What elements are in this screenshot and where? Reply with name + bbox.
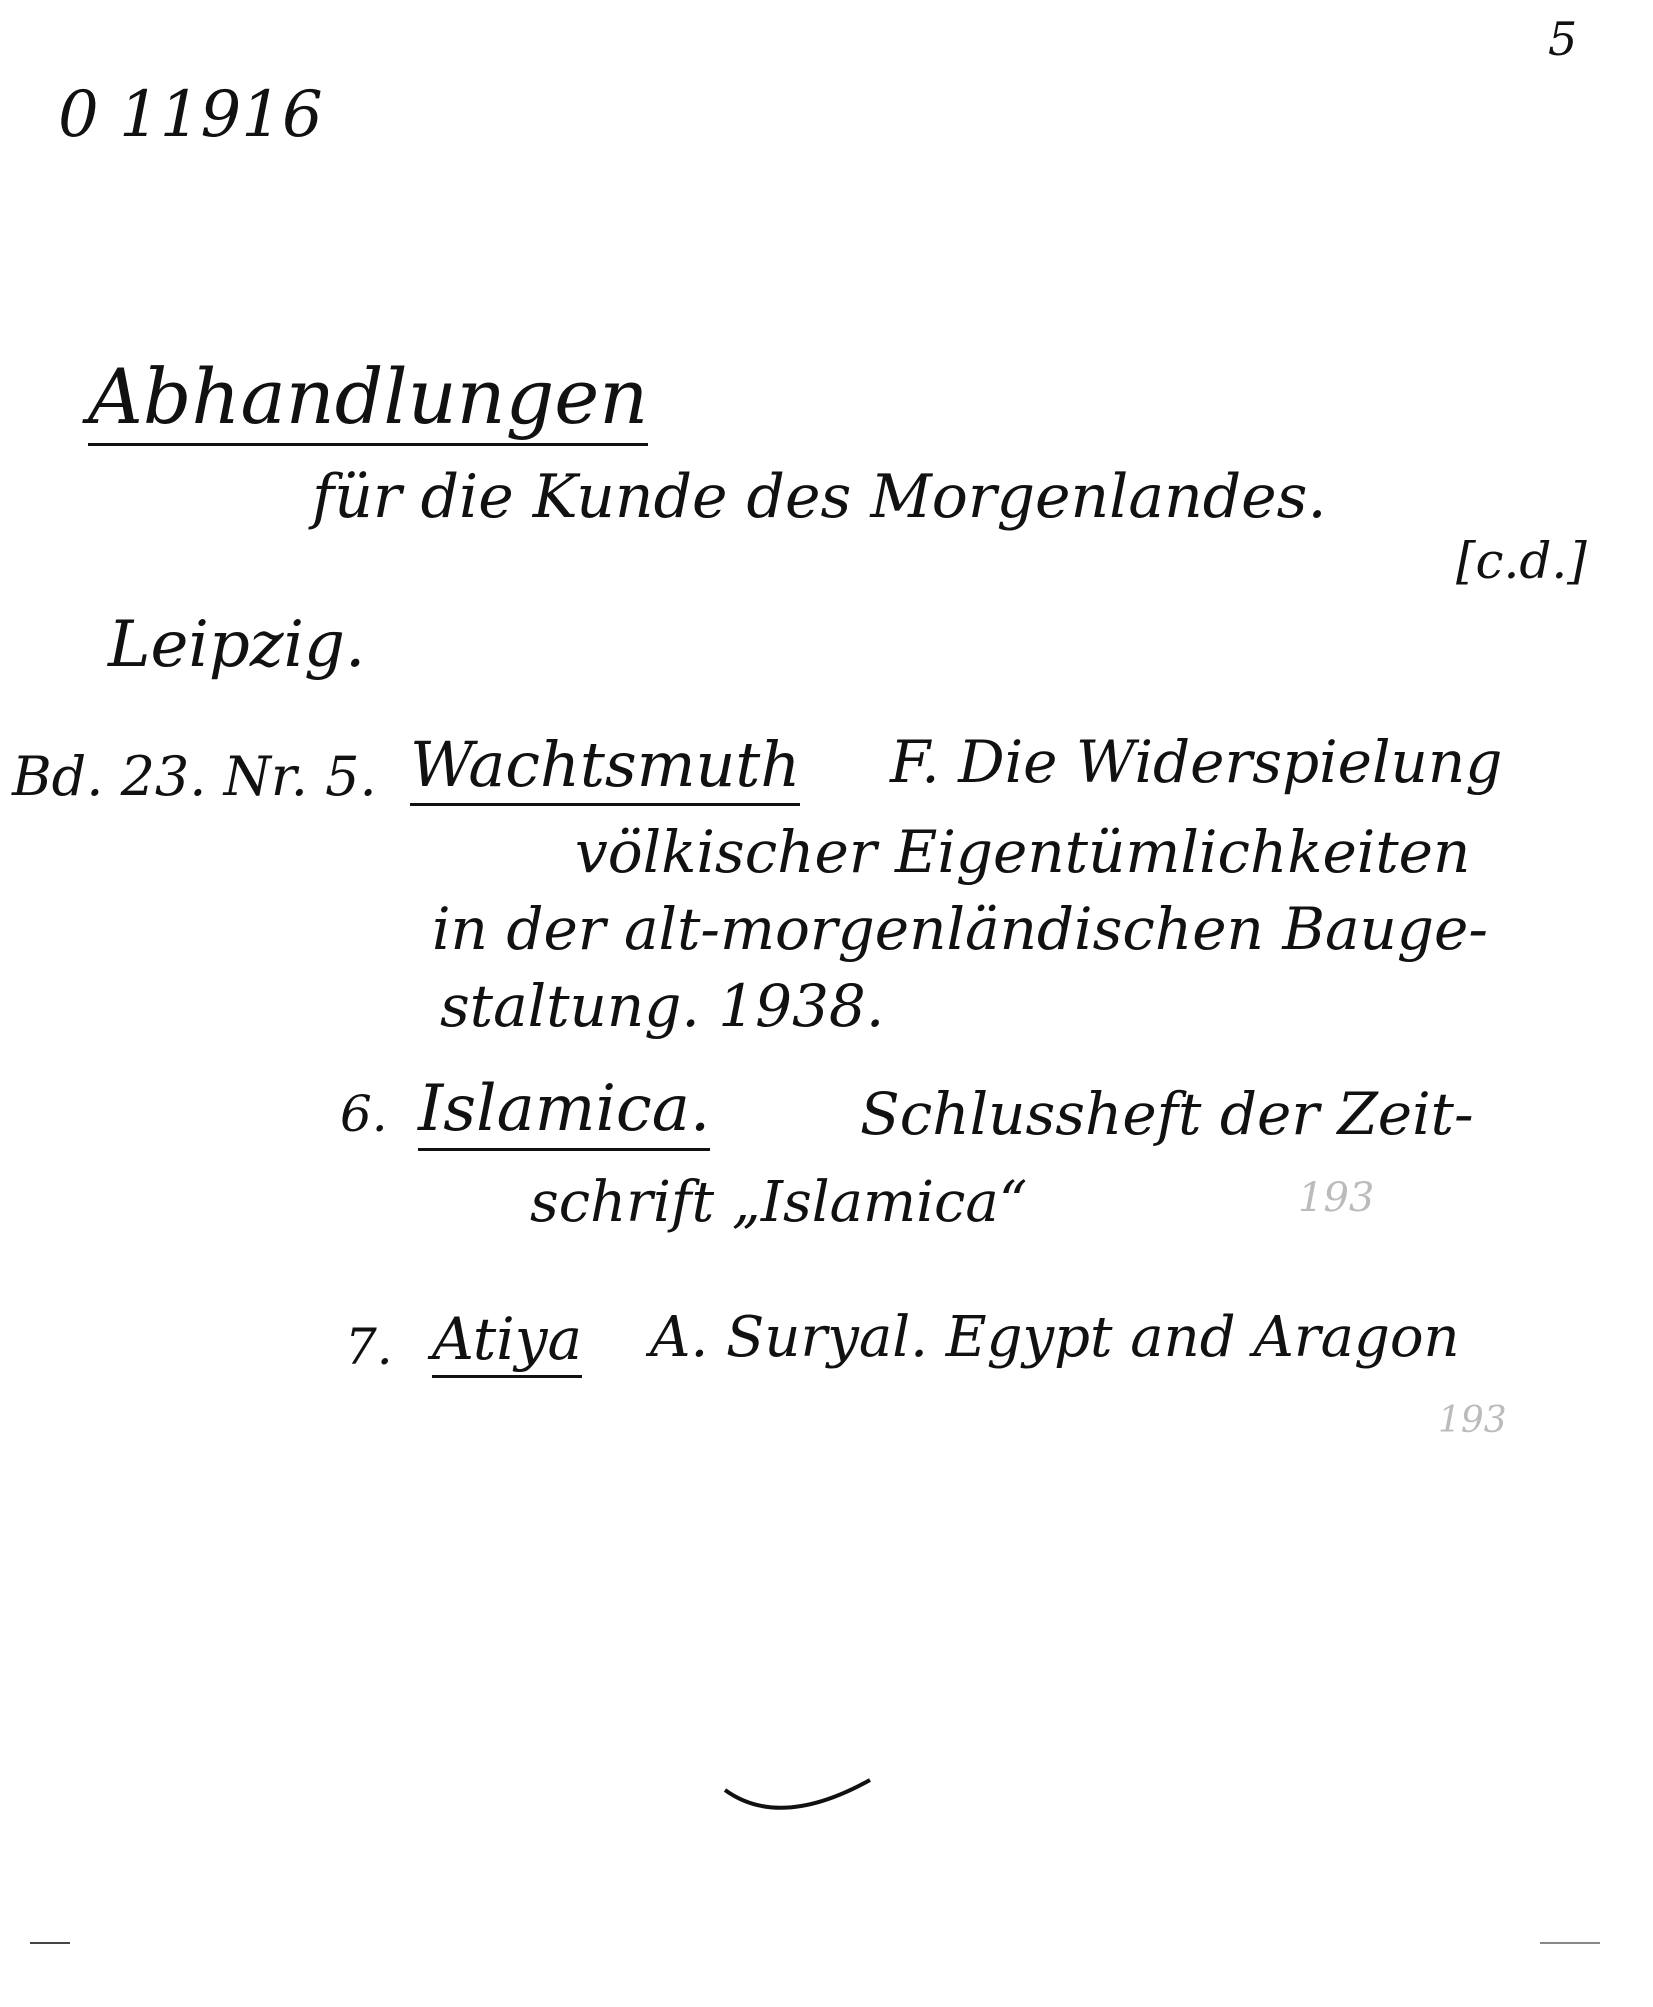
edge-tick-left	[30, 1942, 70, 1944]
series-title: Abhandlungen	[88, 352, 648, 446]
entry-5-line-3: in der alt-morgenländischen Bauge-	[432, 895, 1488, 963]
curve-mark	[720, 1770, 880, 1830]
entry-7-author: Atiya	[432, 1305, 582, 1378]
entry-6-line-2: schrift „Islamica“	[530, 1170, 1028, 1235]
entry-5-line-1: F. Die Widerspielung	[890, 728, 1503, 796]
entry-5-line-2: völkischer Eigentümlichkeiten	[575, 818, 1471, 886]
entry-7-ref: 7.	[345, 1318, 393, 1376]
entry-7-line-1: A. Suryal. Egypt and Aragon	[650, 1305, 1460, 1370]
entry-5-ref: Bd. 23. Nr. 5.	[12, 745, 377, 808]
cd-note: [c.d.]	[1456, 532, 1587, 590]
entry-6-year: 193	[1298, 1175, 1375, 1221]
entry-5-author: Wachtsmuth	[410, 728, 800, 806]
entry-7-year: 193	[1438, 1400, 1507, 1441]
place: Leipzig.	[108, 608, 366, 682]
entry-5-line-4: staltung. 1938.	[440, 972, 885, 1040]
page-number: 5	[1548, 12, 1578, 66]
entry-6-line-1: Schlussheft der Zeit-	[860, 1080, 1474, 1148]
series-subtitle: für die Kunde des Morgenlandes.	[312, 462, 1327, 532]
entry-6-ref: 6.	[340, 1085, 388, 1143]
entry-6-author: Islamica.	[418, 1072, 710, 1151]
edge-tick-right	[1540, 1942, 1600, 1944]
card-id: 0 11916	[58, 78, 323, 152]
